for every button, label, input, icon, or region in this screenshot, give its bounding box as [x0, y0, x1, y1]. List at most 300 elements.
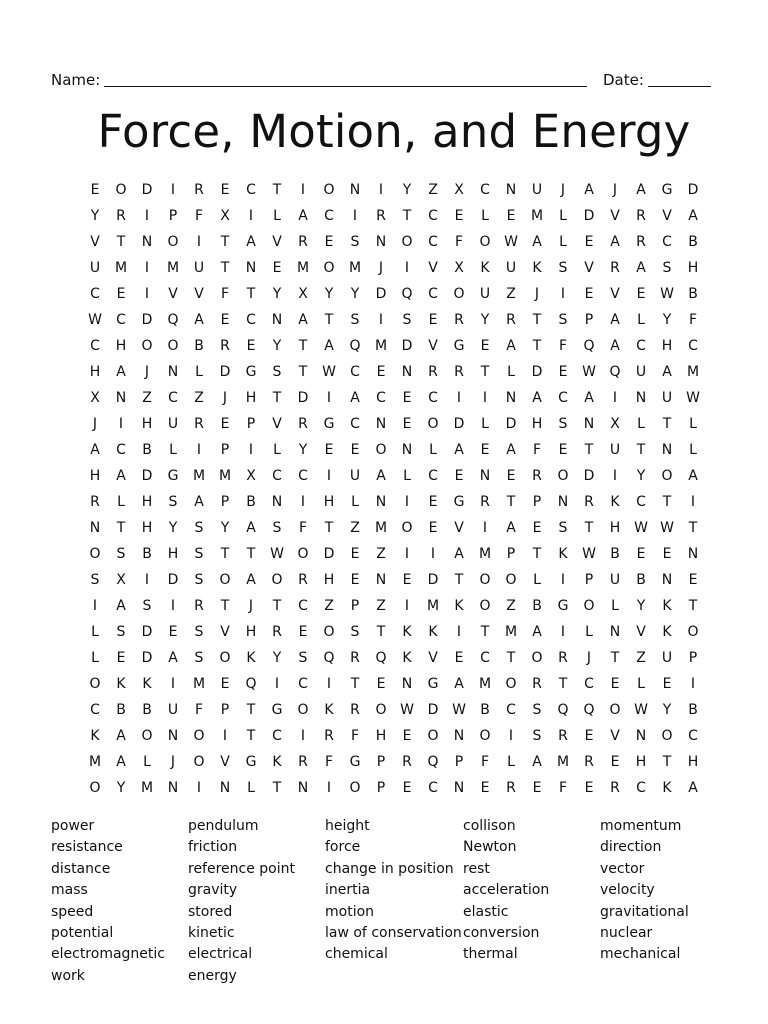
grid-letter[interactable]: Q — [245, 676, 257, 692]
grid-letter[interactable]: T — [220, 546, 230, 562]
grid-letter[interactable]: L — [559, 208, 567, 224]
grid-letter[interactable]: M — [192, 676, 206, 692]
grid-letter[interactable]: O — [141, 338, 153, 354]
grid-letter[interactable]: M — [478, 546, 492, 562]
grid-letter[interactable]: X — [454, 260, 464, 276]
grid-letter[interactable]: W — [504, 234, 518, 250]
grid-letter[interactable]: D — [505, 416, 517, 432]
grid-letter[interactable]: T — [298, 364, 308, 380]
grid-letter[interactable]: I — [404, 598, 410, 614]
grid-letter[interactable]: P — [376, 780, 386, 796]
grid-letter[interactable]: Y — [90, 208, 100, 224]
grid-letter[interactable]: F — [454, 234, 464, 250]
grid-letter[interactable]: I — [560, 624, 566, 640]
grid-letter[interactable]: V — [636, 624, 646, 640]
grid-letter[interactable]: M — [374, 338, 388, 354]
grid-letter[interactable]: A — [116, 364, 126, 380]
grid-letter[interactable]: O — [687, 624, 699, 640]
grid-letter[interactable]: I — [456, 624, 462, 640]
grid-letter[interactable]: K — [662, 780, 672, 796]
grid-letter[interactable]: Y — [636, 468, 646, 484]
grid-letter[interactable]: S — [142, 598, 152, 614]
grid-letter[interactable]: Y — [636, 598, 646, 614]
grid-letter[interactable]: E — [428, 312, 438, 328]
grid-letter[interactable]: I — [170, 598, 176, 614]
grid-letter[interactable]: R — [506, 780, 516, 796]
grid-letter[interactable]: N — [687, 546, 699, 562]
grid-letter[interactable]: I — [118, 416, 124, 432]
grid-letter[interactable]: M — [140, 780, 154, 796]
grid-letter[interactable]: S — [558, 520, 568, 536]
grid-letter[interactable]: E — [480, 780, 490, 796]
grid-letter[interactable]: I — [456, 390, 462, 406]
grid-letter[interactable]: C — [376, 390, 386, 406]
grid-letter[interactable]: N — [245, 260, 257, 276]
grid-letter[interactable]: B — [532, 598, 542, 614]
grid-letter[interactable]: O — [661, 468, 673, 484]
grid-letter[interactable]: S — [350, 234, 360, 250]
grid-letter[interactable]: R — [454, 312, 464, 328]
grid-letter[interactable]: I — [508, 728, 514, 744]
grid-letter[interactable]: H — [115, 338, 127, 354]
grid-letter[interactable]: N — [297, 780, 309, 796]
grid-letter[interactable]: O — [219, 650, 231, 666]
grid-letter[interactable]: A — [324, 338, 334, 354]
grid-letter[interactable]: V — [584, 260, 594, 276]
grid-letter[interactable]: S — [558, 312, 568, 328]
grid-letter[interactable]: Z — [428, 182, 438, 198]
grid-letter[interactable]: L — [585, 624, 593, 640]
grid-letter[interactable]: C — [688, 338, 698, 354]
grid-letter[interactable]: G — [349, 754, 361, 770]
grid-letter[interactable]: C — [298, 598, 308, 614]
grid-letter[interactable]: M — [374, 520, 388, 536]
grid-letter[interactable]: E — [376, 364, 386, 380]
grid-letter[interactable]: T — [272, 390, 282, 406]
grid-letter[interactable]: I — [326, 468, 332, 484]
grid-letter[interactable]: X — [610, 416, 620, 432]
grid-letter[interactable]: N — [271, 312, 283, 328]
grid-letter[interactable]: T — [324, 312, 334, 328]
grid-letter[interactable]: Z — [194, 390, 204, 406]
grid-letter[interactable]: Z — [506, 598, 516, 614]
grid-letter[interactable]: U — [661, 390, 673, 406]
grid-letter[interactable]: H — [167, 546, 179, 562]
grid-letter[interactable]: D — [219, 364, 231, 380]
grid-letter[interactable]: T — [454, 572, 464, 588]
grid-letter[interactable]: G — [271, 702, 283, 718]
grid-letter[interactable]: T — [272, 182, 282, 198]
grid-letter[interactable]: W — [660, 520, 674, 536]
grid-letter[interactable]: X — [454, 182, 464, 198]
grid-letter[interactable]: I — [482, 390, 488, 406]
grid-letter[interactable]: P — [688, 650, 698, 666]
grid-letter[interactable]: R — [298, 416, 308, 432]
grid-letter[interactable]: Y — [480, 312, 490, 328]
grid-letter[interactable]: I — [196, 234, 202, 250]
grid-letter[interactable]: Q — [583, 702, 595, 718]
grid-letter[interactable]: W — [400, 702, 414, 718]
grid-letter[interactable]: L — [689, 442, 697, 458]
grid-letter[interactable]: E — [584, 286, 594, 302]
grid-letter[interactable]: D — [583, 468, 595, 484]
grid-letter[interactable]: C — [636, 780, 646, 796]
grid-letter[interactable]: E — [272, 260, 282, 276]
grid-letter[interactable]: Q — [557, 702, 569, 718]
grid-letter[interactable]: R — [636, 208, 646, 224]
grid-letter[interactable]: K — [662, 598, 672, 614]
grid-letter[interactable]: H — [323, 572, 335, 588]
grid-letter[interactable]: T — [532, 546, 542, 562]
grid-letter[interactable]: E — [246, 338, 256, 354]
grid-letter[interactable]: A — [610, 234, 620, 250]
grid-letter[interactable]: S — [194, 650, 204, 666]
grid-letter[interactable]: O — [661, 728, 673, 744]
grid-letter[interactable]: Y — [272, 338, 282, 354]
grid-letter[interactable]: D — [427, 572, 439, 588]
grid-letter[interactable]: X — [246, 468, 256, 484]
grid-letter[interactable]: O — [427, 728, 439, 744]
grid-letter[interactable]: A — [688, 780, 698, 796]
grid-letter[interactable]: O — [89, 546, 101, 562]
grid-letter[interactable]: C — [558, 390, 568, 406]
grid-letter[interactable]: E — [116, 650, 126, 666]
grid-letter[interactable]: Q — [375, 650, 387, 666]
grid-letter[interactable]: W — [634, 520, 648, 536]
grid-letter[interactable]: I — [196, 442, 202, 458]
grid-letter[interactable]: T — [116, 234, 126, 250]
grid-letter[interactable]: C — [636, 338, 646, 354]
grid-letter[interactable]: L — [637, 312, 645, 328]
grid-letter[interactable]: H — [245, 624, 257, 640]
grid-letter[interactable]: O — [557, 468, 569, 484]
grid-letter[interactable]: N — [505, 390, 517, 406]
grid-letter[interactable]: I — [170, 182, 176, 198]
grid-letter[interactable]: C — [480, 182, 490, 198]
grid-letter[interactable]: V — [610, 728, 620, 744]
grid-letter[interactable]: A — [662, 364, 672, 380]
grid-letter[interactable]: Z — [142, 390, 152, 406]
grid-letter[interactable]: Y — [662, 702, 672, 718]
grid-letter[interactable]: H — [141, 520, 153, 536]
grid-letter[interactable]: D — [323, 546, 335, 562]
grid-letter[interactable]: V — [220, 624, 230, 640]
grid-letter[interactable]: E — [402, 390, 412, 406]
grid-letter[interactable]: R — [454, 364, 464, 380]
grid-letter[interactable]: O — [375, 442, 387, 458]
grid-letter[interactable]: W — [686, 390, 700, 406]
grid-letter[interactable]: U — [167, 416, 179, 432]
grid-letter[interactable]: H — [635, 754, 647, 770]
grid-letter[interactable]: T — [480, 624, 490, 640]
grid-letter[interactable]: O — [193, 754, 205, 770]
grid-letter[interactable]: H — [609, 520, 621, 536]
grid-letter[interactable]: G — [453, 494, 465, 510]
grid-letter[interactable]: P — [532, 494, 542, 510]
grid-letter[interactable]: E — [428, 494, 438, 510]
grid-letter[interactable]: J — [378, 260, 384, 276]
grid-letter[interactable]: I — [248, 208, 254, 224]
grid-letter[interactable]: J — [534, 286, 540, 302]
grid-letter[interactable]: Q — [323, 650, 335, 666]
grid-letter[interactable]: C — [506, 702, 516, 718]
grid-letter[interactable]: Q — [427, 754, 439, 770]
grid-letter[interactable]: O — [297, 702, 309, 718]
grid-letter[interactable]: R — [220, 338, 230, 354]
grid-letter[interactable]: E — [662, 676, 672, 692]
grid-letter[interactable]: T — [220, 260, 230, 276]
grid-letter[interactable]: K — [480, 260, 490, 276]
grid-letter[interactable]: O — [401, 234, 413, 250]
grid-letter[interactable]: F — [532, 442, 542, 458]
grid-letter[interactable]: V — [272, 416, 282, 432]
grid-letter[interactable]: K — [402, 650, 412, 666]
grid-letter[interactable]: K — [142, 676, 152, 692]
grid-letter[interactable]: A — [90, 442, 100, 458]
grid-letter[interactable]: R — [610, 780, 620, 796]
grid-letter[interactable]: W — [660, 286, 674, 302]
grid-letter[interactable]: L — [689, 416, 697, 432]
grid-letter[interactable]: T — [376, 624, 386, 640]
grid-letter[interactable]: T — [636, 442, 646, 458]
grid-letter[interactable]: T — [558, 676, 568, 692]
grid-letter[interactable]: A — [116, 598, 126, 614]
grid-letter[interactable]: E — [402, 416, 412, 432]
grid-letter[interactable]: A — [116, 468, 126, 484]
grid-letter[interactable]: H — [89, 364, 101, 380]
grid-letter[interactable]: O — [531, 650, 543, 666]
grid-letter[interactable]: L — [559, 234, 567, 250]
grid-letter[interactable]: L — [507, 754, 515, 770]
grid-letter[interactable]: C — [246, 182, 256, 198]
grid-letter[interactable]: H — [141, 494, 153, 510]
grid-letter[interactable]: I — [404, 494, 410, 510]
grid-letter[interactable]: I — [430, 546, 436, 562]
grid-letter[interactable]: T — [662, 494, 672, 510]
grid-letter[interactable]: H — [375, 728, 387, 744]
grid-letter[interactable]: H — [323, 494, 335, 510]
grid-letter[interactable]: K — [532, 260, 542, 276]
grid-letter[interactable]: R — [558, 650, 568, 666]
grid-letter[interactable]: E — [350, 546, 360, 562]
grid-letter[interactable]: L — [169, 442, 177, 458]
grid-letter[interactable]: N — [375, 234, 387, 250]
grid-letter[interactable]: T — [662, 754, 672, 770]
grid-letter[interactable]: K — [246, 650, 256, 666]
grid-letter[interactable]: R — [428, 364, 438, 380]
grid-letter[interactable]: N — [609, 624, 621, 640]
grid-letter[interactable]: D — [583, 208, 595, 224]
grid-letter[interactable]: R — [480, 494, 490, 510]
grid-letter[interactable]: G — [245, 754, 257, 770]
grid-letter[interactable]: T — [584, 520, 594, 536]
grid-letter[interactable]: G — [245, 364, 257, 380]
grid-letter[interactable]: L — [91, 624, 99, 640]
grid-letter[interactable]: B — [688, 234, 698, 250]
grid-letter[interactable]: E — [610, 676, 620, 692]
grid-letter[interactable]: P — [168, 208, 178, 224]
grid-letter[interactable]: S — [662, 260, 672, 276]
grid-letter[interactable]: C — [298, 468, 308, 484]
grid-letter[interactable]: C — [688, 728, 698, 744]
grid-letter[interactable]: E — [402, 572, 412, 588]
grid-letter[interactable]: T — [532, 312, 542, 328]
grid-letter[interactable]: T — [506, 494, 516, 510]
grid-letter[interactable]: T — [506, 650, 516, 666]
grid-letter[interactable]: T — [350, 676, 360, 692]
grid-letter[interactable]: L — [637, 416, 645, 432]
grid-letter[interactable]: N — [167, 728, 179, 744]
grid-letter[interactable]: S — [402, 312, 412, 328]
grid-letter[interactable]: A — [532, 390, 542, 406]
grid-letter[interactable]: T — [662, 416, 672, 432]
grid-letter[interactable]: L — [637, 676, 645, 692]
grid-letter[interactable]: G — [167, 468, 179, 484]
grid-letter[interactable]: C — [662, 234, 672, 250]
grid-letter[interactable]: V — [428, 338, 438, 354]
grid-letter[interactable]: K — [272, 754, 282, 770]
grid-letter[interactable]: M — [556, 754, 570, 770]
grid-letter[interactable]: I — [560, 572, 566, 588]
grid-letter[interactable]: W — [452, 702, 466, 718]
grid-letter[interactable]: M — [686, 364, 700, 380]
grid-letter[interactable]: N — [167, 364, 179, 380]
date-field[interactable] — [648, 70, 711, 87]
grid-letter[interactable]: Y — [324, 286, 334, 302]
grid-letter[interactable]: Q — [401, 286, 413, 302]
grid-letter[interactable]: N — [401, 442, 413, 458]
grid-letter[interactable]: V — [90, 234, 100, 250]
grid-letter[interactable]: J — [170, 754, 176, 770]
grid-letter[interactable]: S — [194, 624, 204, 640]
grid-letter[interactable]: P — [220, 494, 230, 510]
grid-letter[interactable]: O — [479, 234, 491, 250]
grid-letter[interactable]: O — [583, 598, 595, 614]
grid-letter[interactable]: N — [89, 520, 101, 536]
grid-letter[interactable]: N — [453, 728, 465, 744]
grid-letter[interactable]: N — [219, 780, 231, 796]
grid-letter[interactable]: R — [272, 624, 282, 640]
grid-letter[interactable]: N — [375, 416, 387, 432]
grid-letter[interactable]: I — [196, 780, 202, 796]
grid-letter[interactable]: T — [246, 546, 256, 562]
grid-letter[interactable]: T — [220, 234, 230, 250]
grid-letter[interactable]: E — [376, 676, 386, 692]
grid-letter[interactable]: A — [454, 442, 464, 458]
grid-letter[interactable]: E — [350, 572, 360, 588]
grid-letter[interactable]: E — [558, 442, 568, 458]
grid-letter[interactable]: W — [582, 546, 596, 562]
grid-letter[interactable]: S — [90, 572, 100, 588]
grid-letter[interactable]: E — [636, 286, 646, 302]
grid-letter[interactable]: L — [351, 494, 359, 510]
grid-letter[interactable]: E — [168, 624, 178, 640]
grid-letter[interactable]: P — [506, 546, 516, 562]
grid-letter[interactable]: U — [609, 572, 621, 588]
grid-letter[interactable]: A — [506, 338, 516, 354]
grid-letter[interactable]: I — [612, 390, 618, 406]
grid-letter[interactable]: B — [688, 286, 698, 302]
grid-letter[interactable]: G — [427, 676, 439, 692]
grid-letter[interactable]: I — [560, 286, 566, 302]
grid-letter[interactable]: A — [636, 182, 646, 198]
grid-letter[interactable]: Y — [220, 520, 230, 536]
grid-letter[interactable]: C — [272, 468, 282, 484]
grid-letter[interactable]: H — [531, 416, 543, 432]
grid-letter[interactable]: H — [661, 338, 673, 354]
grid-letter[interactable]: Z — [324, 598, 334, 614]
grid-letter[interactable]: A — [688, 468, 698, 484]
grid-letter[interactable]: V — [428, 260, 438, 276]
grid-letter[interactable]: I — [170, 676, 176, 692]
grid-letter[interactable]: E — [662, 546, 672, 562]
grid-letter[interactable]: U — [479, 286, 491, 302]
grid-letter[interactable]: T — [402, 208, 412, 224]
grid-letter[interactable]: A — [350, 390, 360, 406]
grid-letter[interactable]: N — [349, 182, 361, 198]
grid-letter[interactable]: T — [584, 442, 594, 458]
grid-letter[interactable]: E — [220, 676, 230, 692]
grid-letter[interactable]: S — [532, 702, 542, 718]
grid-letter[interactable]: Y — [116, 780, 126, 796]
grid-letter[interactable]: E — [532, 520, 542, 536]
grid-letter[interactable]: I — [404, 546, 410, 562]
grid-letter[interactable]: A — [610, 338, 620, 354]
grid-letter[interactable]: U — [531, 182, 543, 198]
grid-letter[interactable]: M — [88, 754, 102, 770]
grid-letter[interactable]: I — [300, 182, 306, 198]
grid-letter[interactable]: O — [141, 728, 153, 744]
grid-letter[interactable]: A — [584, 390, 594, 406]
grid-letter[interactable]: I — [300, 728, 306, 744]
grid-letter[interactable]: I — [144, 260, 150, 276]
grid-letter[interactable]: E — [532, 780, 542, 796]
grid-letter[interactable]: C — [428, 286, 438, 302]
grid-letter[interactable]: V — [194, 286, 204, 302]
grid-letter[interactable]: N — [635, 390, 647, 406]
grid-letter[interactable]: X — [298, 286, 308, 302]
grid-letter[interactable]: M — [218, 468, 232, 484]
grid-letter[interactable]: R — [532, 676, 542, 692]
grid-letter[interactable]: O — [323, 624, 335, 640]
grid-letter[interactable]: S — [194, 572, 204, 588]
grid-letter[interactable]: E — [636, 546, 646, 562]
grid-letter[interactable]: R — [584, 494, 594, 510]
grid-letter[interactable]: I — [326, 390, 332, 406]
grid-letter[interactable]: N — [401, 676, 413, 692]
grid-letter[interactable]: E — [480, 338, 490, 354]
grid-letter[interactable]: A — [116, 754, 126, 770]
grid-letter[interactable]: G — [557, 598, 569, 614]
grid-letter[interactable]: S — [116, 546, 126, 562]
grid-letter[interactable]: E — [584, 780, 594, 796]
grid-letter[interactable]: L — [611, 598, 619, 614]
grid-letter[interactable]: N — [583, 416, 595, 432]
grid-letter[interactable]: H — [141, 416, 153, 432]
grid-letter[interactable]: A — [610, 312, 620, 328]
grid-letter[interactable]: I — [274, 676, 280, 692]
grid-letter[interactable]: S — [194, 546, 204, 562]
grid-letter[interactable]: H — [687, 260, 699, 276]
grid-letter[interactable]: Z — [376, 546, 386, 562]
grid-letter[interactable]: F — [688, 312, 698, 328]
grid-letter[interactable]: E — [428, 520, 438, 536]
grid-letter[interactable]: T — [220, 598, 230, 614]
grid-letter[interactable]: R — [636, 234, 646, 250]
grid-letter[interactable]: P — [350, 598, 360, 614]
grid-letter[interactable]: S — [272, 364, 282, 380]
grid-letter[interactable]: O — [609, 702, 621, 718]
